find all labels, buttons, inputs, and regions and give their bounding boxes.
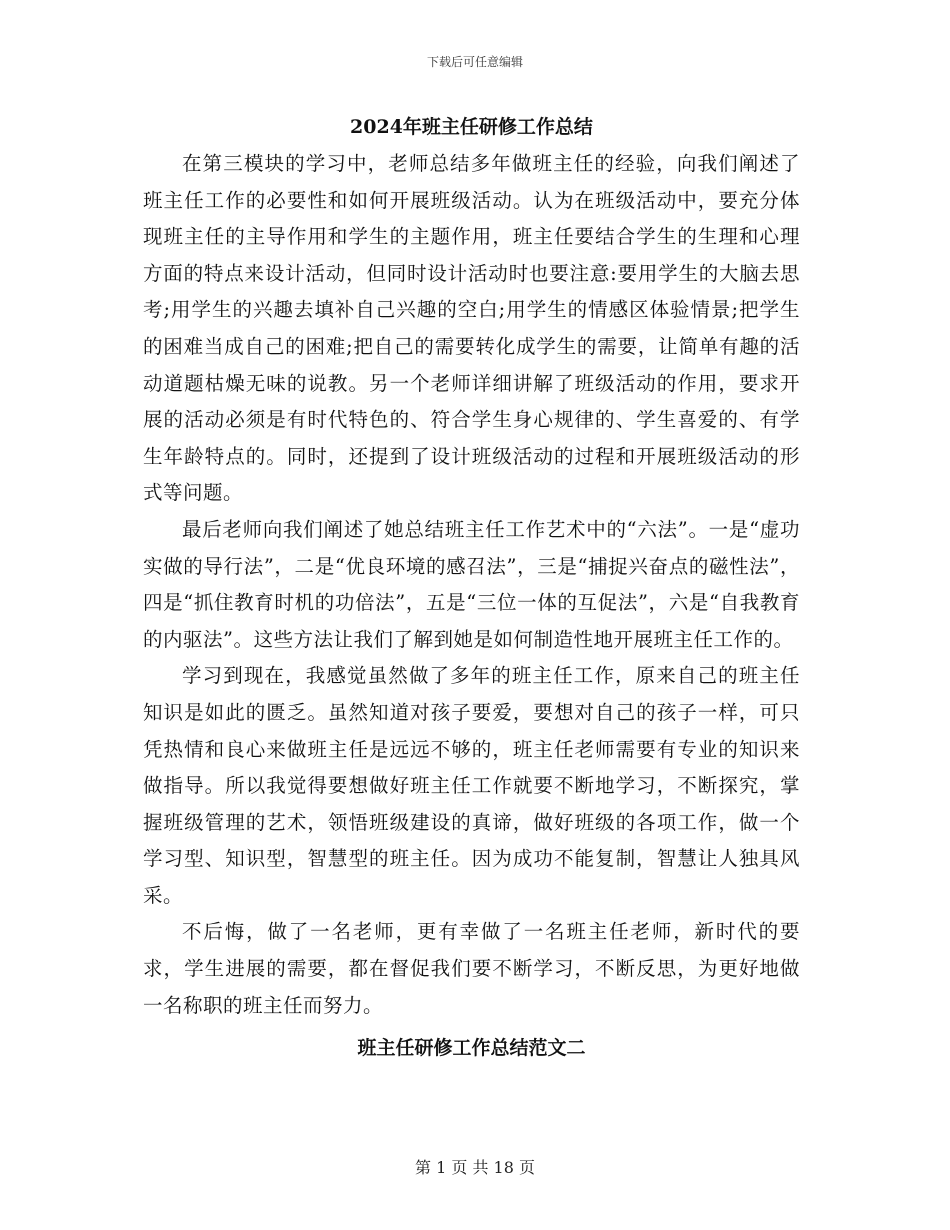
paragraph-3: 学习到现在，我感觉虽然做了多年的班主任工作，原来自己的班主任知识是如此的匮乏。虽然知道对孩子要爱，要想对自己的孩子一样，可只凭热情和良心来做班主任是远远不够的，班主任老师需要有专业的知识来做指导。所以我觉得要想做好班主任工作就要不断地学习，不断探究，掌握班级管理的艺术，领悟班级建设的真谛，做好班级的各项工作，做一个学习型、知识型，智慧型的班主任。因为成功不能复制，智慧让人独具风采。 xyxy=(143,664,800,907)
header-note: 下载后可任意编辑 xyxy=(426,55,523,69)
page-number: 第 1 页 共 18 页 xyxy=(415,1158,535,1177)
paragraph-2: 最后老师向我们阐述了她总结班主任工作艺术中的“六法”。一是“虚功实做的导行法”，二是“优良环境的感召法”，三是“捕捉兴奋点的磁性法”，四是“抓住教育时机的功倍法”，五是“三位一体的互促法”，六是“自我教育的内驱法”。这些方法让我们了解到她是如何制造性地开展班主任工作的。 xyxy=(143,517,800,651)
paragraph-4: 不后悔，做了一名老师，更有幸做了一名班主任老师，新时代的要求，学生进展的需要，都在督促我们要不断学习，不断反思，为更好地做一名称职的班主任而努力。 xyxy=(143,920,800,1017)
document-title: 2024年班主任研修工作总结 xyxy=(350,116,593,138)
document-body xyxy=(143,112,800,1066)
paragraph-1: 在第三模块的学习中，老师总结多年做班主任的经验，向我们阐述了班主任工作的必要性和如何开展班级活动。认为在班级活动中，要充分体现班主任的主导作用和学生的主题作用，班主任要结合学生的生理和心理方面的特点来设计活动，但同时设计活动时也要注意:要用学生的大脑去思考;用学生的兴趣去填补自己兴趣的空白;用学生的情感区体验情景;把学生的困难当成自己的困难;把自己的需要转化成学生的需要，让简单有趣的活动道题枯燥无味的说教。另一个老师详细讲解了班级活动的作用，要求开展的活动必须是有时代特色的、符合学生身心规律的、学生喜爱的、有学生年龄特点的。同时，还提到了设计班级活动的过程和开展班级活动的形式等问题。 xyxy=(143,152,800,505)
section-subtitle: 班主任研修工作总结范文二 xyxy=(357,1037,586,1060)
